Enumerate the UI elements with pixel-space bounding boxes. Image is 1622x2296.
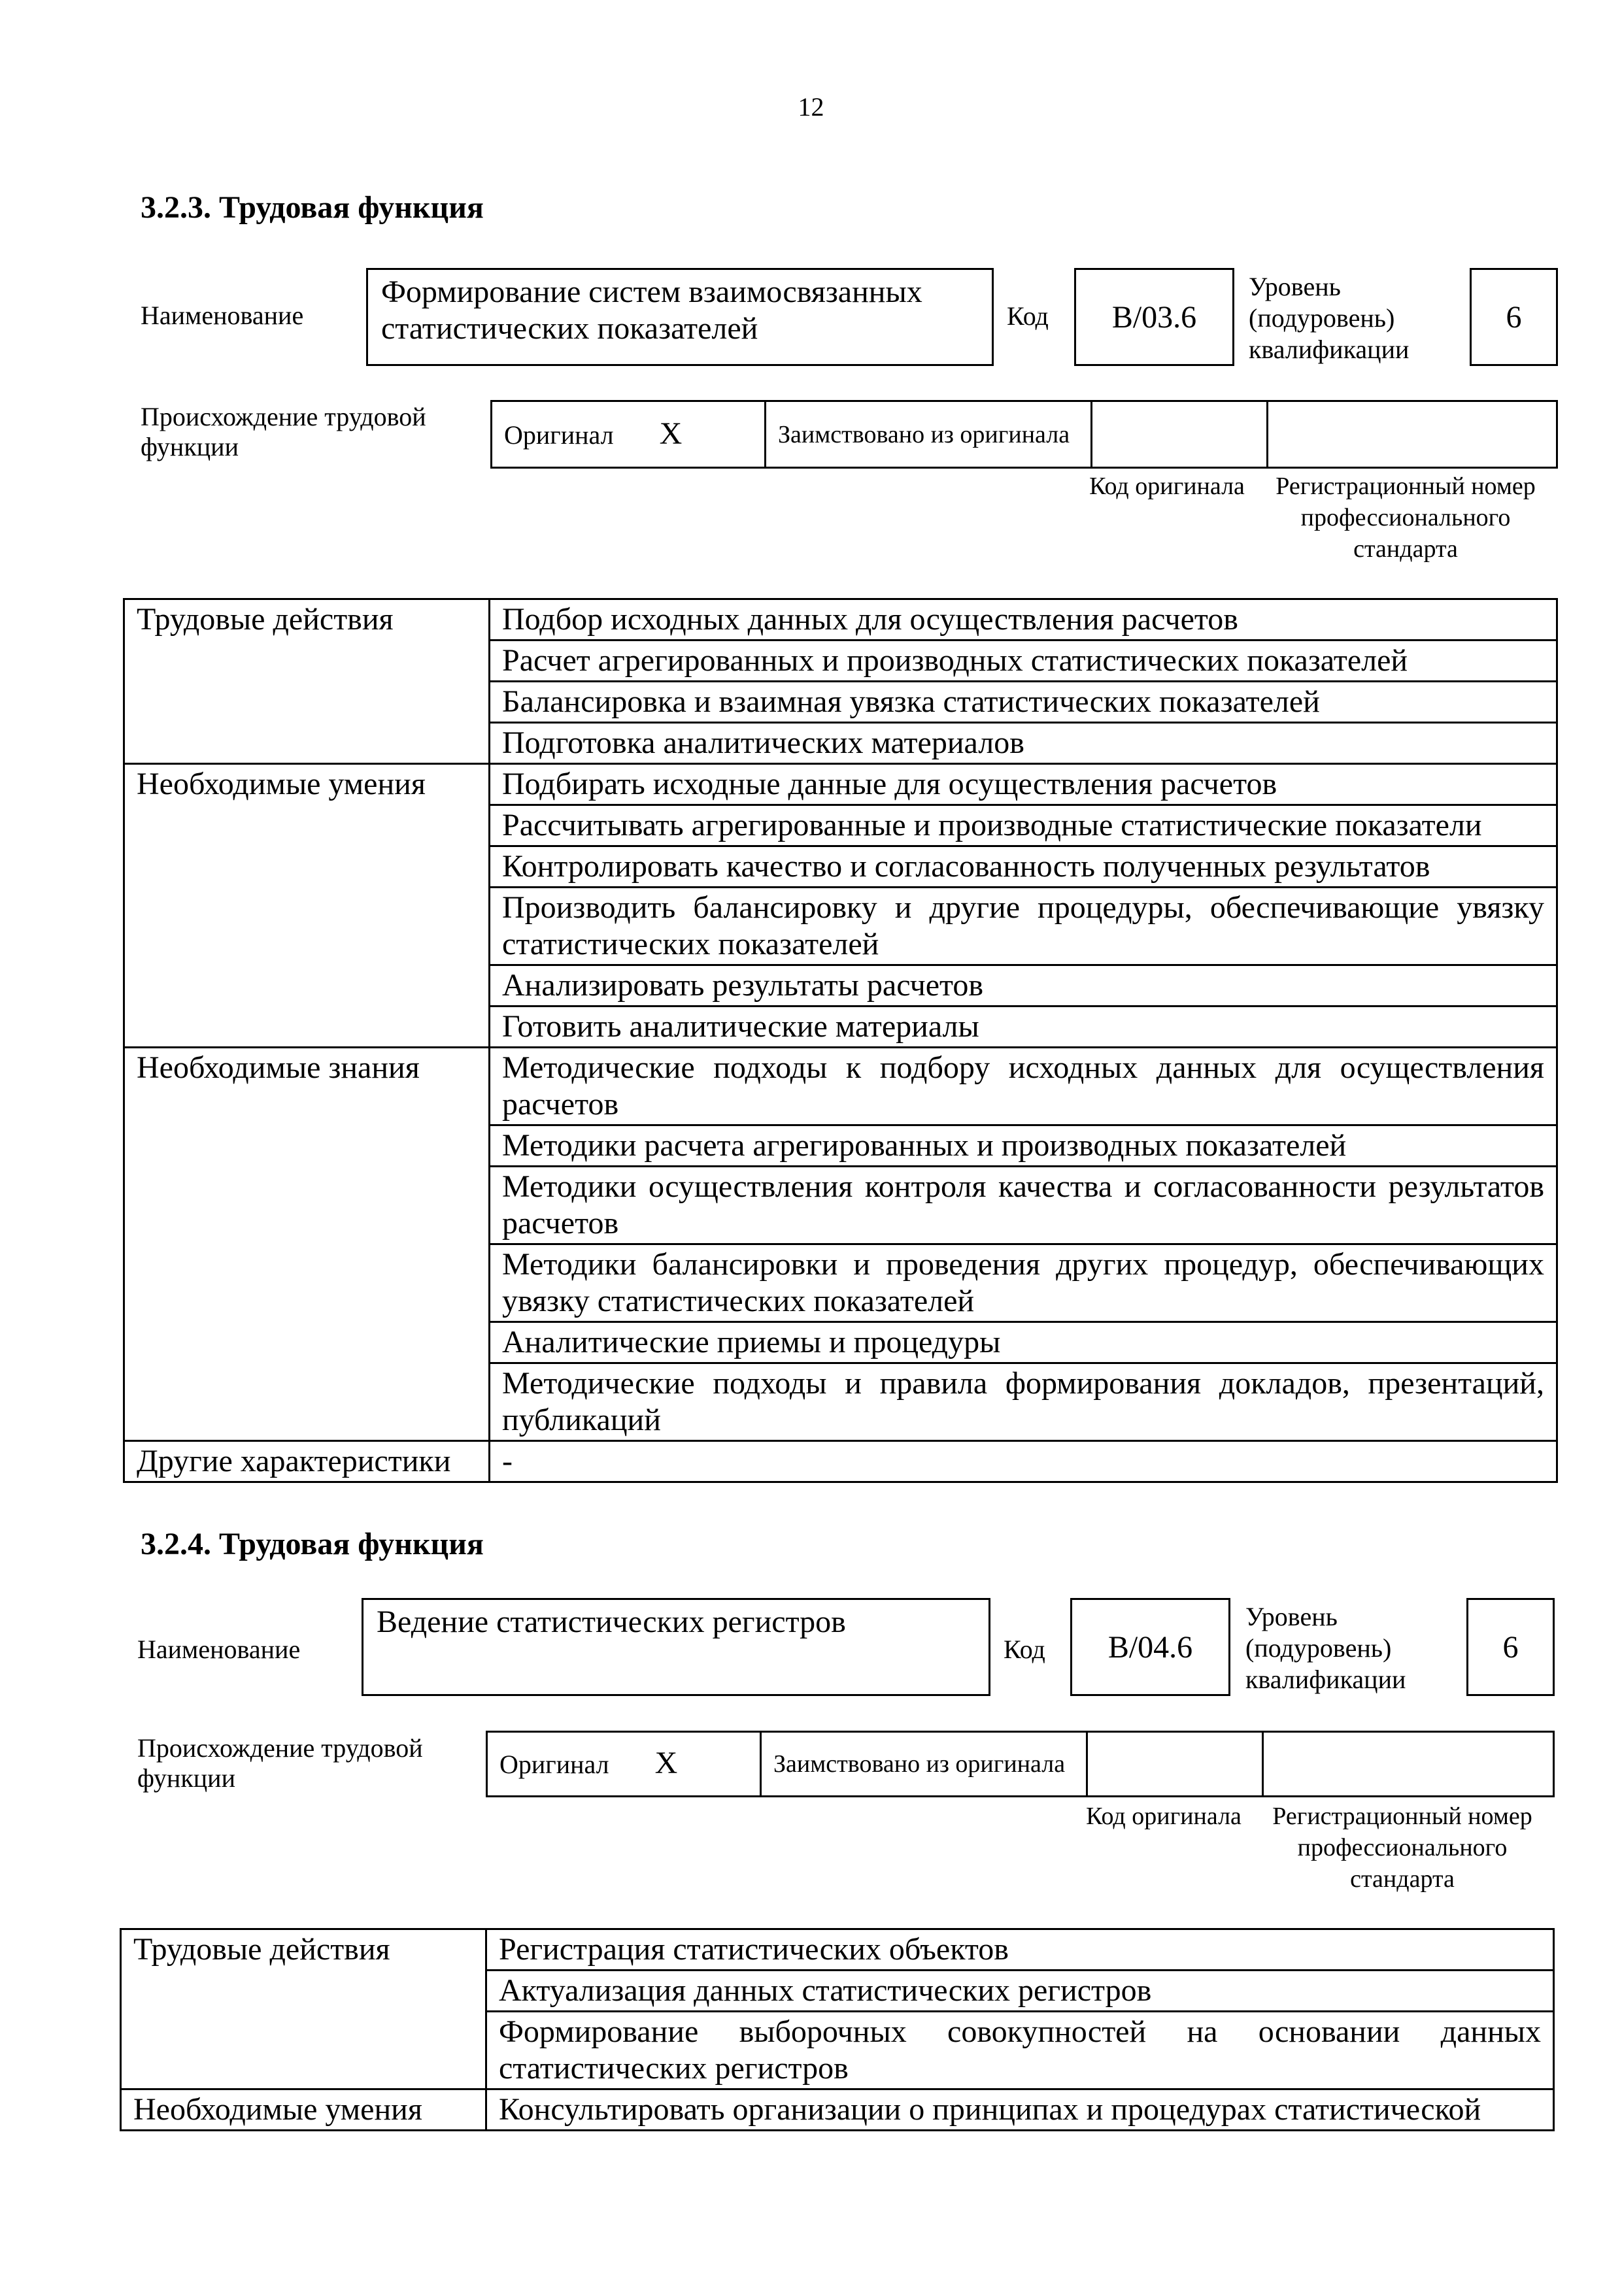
origin-mark: X xyxy=(654,1746,678,1780)
table-cell: Производить балансировку и другие процедуры, обеспечивающие увязку статистических показателей xyxy=(490,888,1557,965)
table-cell: Формирование выборочных совокупностей на основании данных статистических регистров xyxy=(486,2012,1554,2089)
table-row xyxy=(121,2089,1554,2131)
table-cell: Балансировка и взаимная увязка статистических показателей xyxy=(490,682,1557,723)
origin-original-label: Оригинал xyxy=(499,1750,609,1779)
level-value: 6 xyxy=(1502,1629,1519,1665)
code-value: B/04.6 xyxy=(1107,1629,1193,1665)
table-cell: Аналитические приемы и процедуры xyxy=(490,1322,1557,1363)
row-head-knowledge: Необходимые знания xyxy=(124,1048,490,1441)
table-cell: Консультировать организации о принципах и процедурах статистической xyxy=(486,2089,1554,2131)
function-name: Формирование систем взаимосвязанных статистических показателей xyxy=(381,275,922,346)
origin-borrowed-cell: Заимствовано из оригинала xyxy=(766,401,1092,468)
origin-table xyxy=(490,400,1558,469)
caption-reg: Регистрационный номер профессионального стандарта xyxy=(1272,1803,1532,1893)
level-label: Уровень (подуровень) квалификации xyxy=(1249,272,1410,364)
function-name-box xyxy=(366,268,994,366)
section-title: 3.2.4. Трудовая функция xyxy=(141,1527,484,1561)
level-box xyxy=(1470,268,1558,366)
function-name-box xyxy=(362,1598,990,1696)
row-head-actions: Трудовые действия xyxy=(124,599,490,764)
table-cell: Готовить аналитические материалы xyxy=(490,1007,1557,1048)
table-cell: Подбирать исходные данные для осуществления расчетов xyxy=(490,764,1557,805)
row-head-other: Другие характеристики xyxy=(124,1441,490,1482)
origin-original-label: Оригинал xyxy=(504,420,614,450)
code-label: Код xyxy=(1004,1635,1045,1664)
table-row xyxy=(124,764,1557,805)
origin-code-cell xyxy=(1087,1732,1263,1797)
table-row xyxy=(124,1441,1557,1482)
row-head-skills: Необходимые умения xyxy=(121,2089,486,2131)
table-cell: Методические подходы к подбору исходных данных для осуществления расчетов xyxy=(490,1048,1557,1125)
caption-code: Код оригинала xyxy=(1086,1803,1242,1830)
level-label: Уровень (подуровень) квалификации xyxy=(1245,1602,1406,1694)
table-cell: Расчет агрегированных и производных статистических показателей xyxy=(490,641,1557,682)
table-cell: Методики расчета агрегированных и производных показателей xyxy=(490,1125,1557,1167)
table-cell: Анализировать результаты расчетов xyxy=(490,965,1557,1007)
origin-original-cell xyxy=(492,401,766,468)
caption-code: Код оригинала xyxy=(1089,473,1245,500)
table-cell: - xyxy=(490,1441,1557,1482)
origin-table xyxy=(486,1731,1555,1797)
code-label: Код xyxy=(1007,301,1049,331)
table-cell: Методические подходы и правила формирования докладов, презентаций, публикаций xyxy=(490,1363,1557,1441)
table-cell: Актуализация данных статистических регистров xyxy=(486,1971,1554,2012)
level-box xyxy=(1466,1598,1555,1696)
table-row xyxy=(121,1929,1554,1971)
function-name: Ведение статистических регистров xyxy=(377,1605,846,1639)
code-value: B/03.6 xyxy=(1111,299,1197,335)
level-value: 6 xyxy=(1506,299,1522,335)
origin-mark: X xyxy=(659,416,683,451)
origin-code-cell xyxy=(1092,401,1268,468)
origin-reg-cell xyxy=(1263,1732,1554,1797)
table-cell: Регистрация статистических объектов xyxy=(486,1929,1554,1971)
name-label: Наименование xyxy=(141,301,304,330)
table-cell: Методики осуществления контроля качества и согласованности результатов расчетов xyxy=(490,1167,1557,1244)
table-row xyxy=(124,599,1557,641)
code-box xyxy=(1070,1598,1230,1696)
origin-borrowed-cell: Заимствовано из оригинала xyxy=(761,1732,1087,1797)
row-head-skills: Необходимые умения xyxy=(124,764,490,1048)
origin-label: Происхождение трудовой функции xyxy=(141,402,426,461)
name-label: Наименование xyxy=(137,1635,301,1664)
table-cell: Методики балансировки и проведения других процедур, обеспечивающих увязку статистических показателей xyxy=(490,1244,1557,1322)
origin-label: Происхождение трудовой функции xyxy=(137,1733,423,1793)
table-cell: Подготовка аналитических материалов xyxy=(490,723,1557,764)
origin-reg-cell xyxy=(1268,401,1557,468)
function-table xyxy=(123,598,1558,1483)
table-cell: Контролировать качество и согласованность полученных результатов xyxy=(490,846,1557,888)
page-number: 12 xyxy=(798,92,824,122)
row-head-actions: Трудовые действия xyxy=(121,1929,486,2089)
table-row xyxy=(124,1048,1557,1125)
table-cell: Рассчитывать агрегированные и производные статистические показатели xyxy=(490,805,1557,846)
caption-reg: Регистрационный номер профессионального стандарта xyxy=(1276,473,1536,563)
origin-original-cell xyxy=(487,1732,761,1797)
code-box xyxy=(1074,268,1234,366)
section-title: 3.2.3. Трудовая функция xyxy=(141,190,484,225)
function-table xyxy=(120,1928,1555,2131)
table-cell: Подбор исходных данных для осуществления расчетов xyxy=(490,599,1557,641)
